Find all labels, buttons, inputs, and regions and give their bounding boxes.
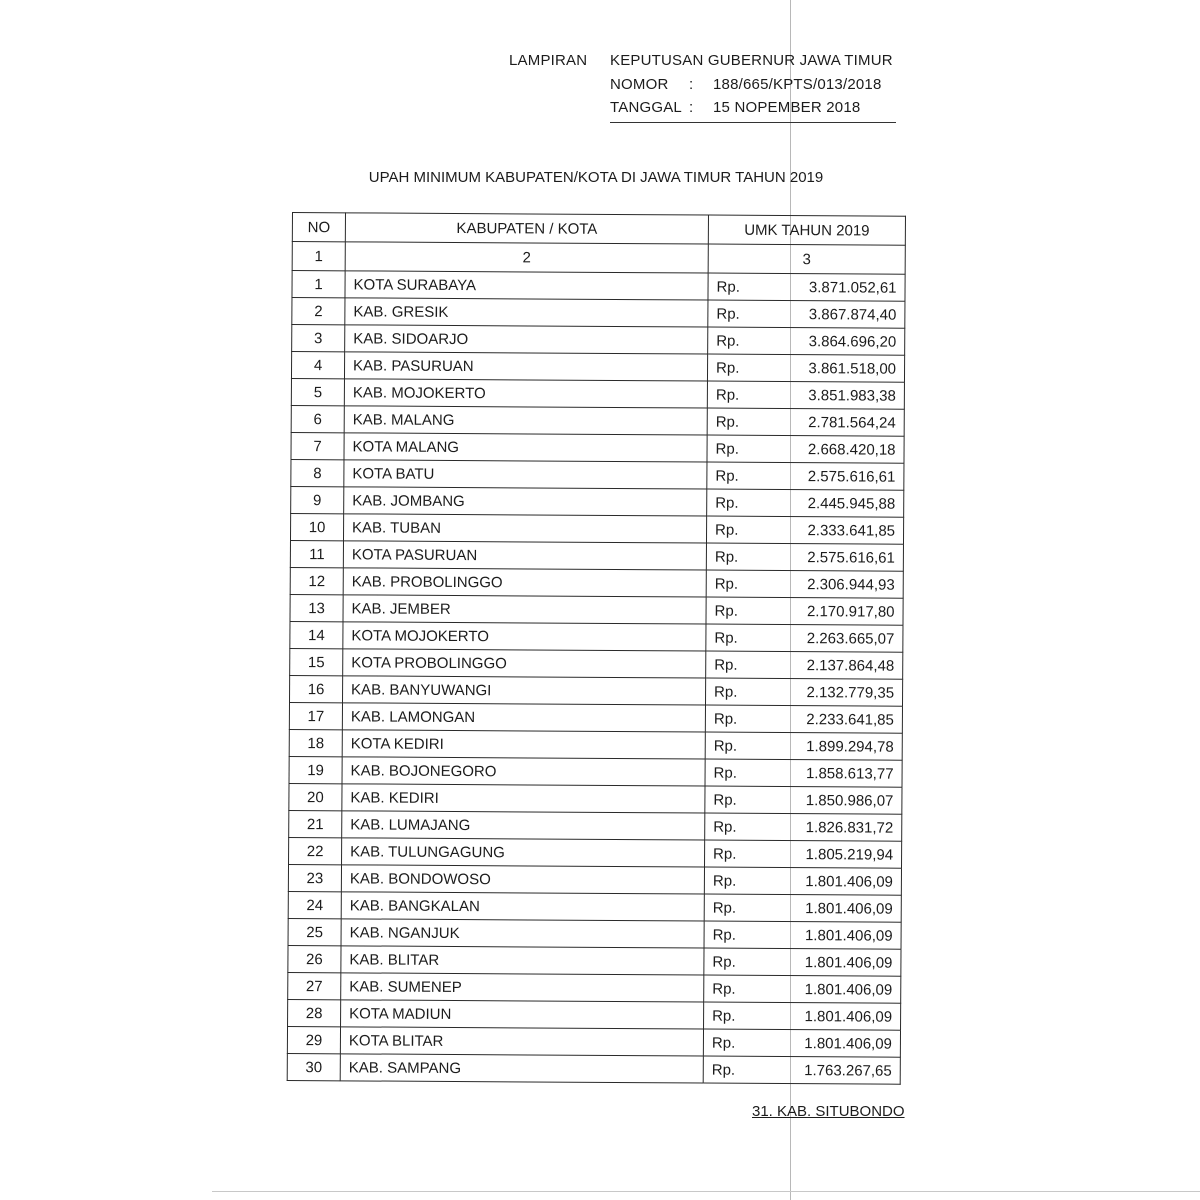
region-name: KAB. BANYUWANGI bbox=[343, 676, 706, 705]
currency-label: Rp. bbox=[713, 791, 737, 809]
umk-value-cell bbox=[706, 516, 903, 544]
umk-value-cell bbox=[707, 462, 904, 490]
umk-amount: 2.132.779,35 bbox=[806, 683, 895, 702]
currency-label: Rp. bbox=[714, 602, 738, 620]
umk-amount: 1.858.613,77 bbox=[805, 764, 894, 783]
region-name: KAB. LUMAJANG bbox=[342, 811, 705, 840]
umk-amount: 3.851.983,38 bbox=[808, 386, 896, 405]
currency-label: Rp. bbox=[713, 818, 737, 836]
row-number: 21 bbox=[289, 810, 342, 837]
region-name: KAB. JEMBER bbox=[343, 595, 706, 624]
region-name: KOTA MOJOKERTO bbox=[343, 622, 706, 651]
currency-label: Rp. bbox=[711, 1061, 736, 1079]
row-number: 11 bbox=[290, 540, 343, 567]
currency-label: Rp. bbox=[714, 575, 739, 593]
table-row bbox=[287, 1026, 900, 1057]
region-name: KAB. KEDIRI bbox=[342, 784, 705, 813]
umk-amount: 2.445.945,88 bbox=[807, 494, 896, 513]
umk-value-cell bbox=[705, 732, 902, 760]
umk-value-cell bbox=[704, 1002, 901, 1030]
region-name: KAB. SUMENEP bbox=[341, 973, 704, 1002]
row-number: 5 bbox=[291, 378, 344, 405]
region-name: KOTA BATU bbox=[344, 460, 707, 489]
umk-amount: 2.137.864,48 bbox=[806, 656, 895, 675]
umk-value-cell bbox=[704, 894, 901, 922]
column-number: 2 bbox=[345, 242, 708, 273]
keputusan-title: KEPUTUSAN GUBERNUR JAWA TIMUR bbox=[610, 52, 893, 69]
umk-value-cell bbox=[706, 651, 903, 679]
region-name: KAB. MOJOKERTO bbox=[344, 379, 707, 408]
table-row bbox=[292, 325, 905, 356]
umk-amount: 3.871.052,61 bbox=[808, 278, 897, 297]
umk-amount: 1.801.406,09 bbox=[804, 980, 893, 999]
umk-value-cell bbox=[705, 813, 902, 841]
umk-amount: 1.826.831,72 bbox=[805, 818, 894, 837]
umk-value-cell bbox=[705, 759, 902, 787]
row-number: 20 bbox=[289, 783, 342, 810]
header-underline bbox=[610, 122, 896, 123]
row-number: 14 bbox=[290, 621, 343, 648]
umk-value-cell bbox=[704, 948, 901, 976]
currency-label: Rp. bbox=[715, 494, 739, 512]
currency-label: Rp. bbox=[714, 629, 738, 647]
region-name: KAB. SAMPANG bbox=[340, 1054, 703, 1083]
column-header-no: NO bbox=[292, 213, 345, 242]
currency-label: Rp. bbox=[713, 710, 738, 728]
region-name: KOTA KEDIRI bbox=[342, 730, 705, 759]
region-name: KAB. PASURUAN bbox=[344, 352, 707, 381]
table-row bbox=[290, 513, 903, 544]
region-name: KAB. NGANJUK bbox=[341, 919, 704, 948]
currency-label: Rp. bbox=[716, 332, 740, 350]
umk-amount: 2.306.944,93 bbox=[807, 575, 895, 594]
table-row bbox=[289, 756, 902, 787]
table-row bbox=[290, 594, 903, 625]
umk-value-cell bbox=[707, 408, 904, 436]
umk-amount: 2.333.641,85 bbox=[807, 521, 896, 540]
region-name: KAB. GRESIK bbox=[345, 298, 708, 327]
row-number: 7 bbox=[291, 432, 344, 459]
region-name: KOTA MADIUN bbox=[341, 1000, 704, 1029]
umk-amount: 2.170.917,80 bbox=[806, 602, 895, 621]
region-name: KOTA MALANG bbox=[344, 433, 707, 462]
table-row bbox=[288, 891, 901, 922]
currency-label: Rp. bbox=[715, 467, 739, 485]
umk-amount: 1.801.406,09 bbox=[804, 1007, 893, 1026]
table-row bbox=[288, 945, 901, 976]
row-number: 26 bbox=[288, 945, 341, 972]
table-row bbox=[288, 999, 901, 1030]
row-number: 25 bbox=[288, 918, 341, 945]
currency-label: Rp. bbox=[715, 440, 739, 458]
umk-value-cell bbox=[705, 786, 902, 814]
currency-label: Rp. bbox=[714, 656, 738, 674]
umk-amount: 1.801.406,09 bbox=[804, 953, 893, 972]
region-name: KOTA BLITAR bbox=[340, 1027, 703, 1056]
umk-amount: 1.801.406,09 bbox=[805, 872, 893, 891]
currency-label: Rp. bbox=[714, 548, 739, 566]
currency-label: Rp. bbox=[715, 521, 739, 539]
currency-label: Rp. bbox=[712, 872, 737, 890]
row-number: 12 bbox=[290, 567, 343, 594]
region-name: KOTA SURABAYA bbox=[345, 271, 708, 300]
currency-label: Rp. bbox=[712, 899, 737, 917]
region-name: KAB. SIDOARJO bbox=[345, 325, 708, 354]
row-number: 4 bbox=[291, 352, 344, 379]
umk-value-cell bbox=[704, 921, 901, 949]
column-header-umk: UMK TAHUN 2019 bbox=[708, 215, 905, 245]
umk-amount: 2.781.564,24 bbox=[808, 413, 896, 432]
row-number: 6 bbox=[291, 405, 344, 432]
umk-amount: 2.575.616,61 bbox=[807, 548, 895, 567]
umk-value-cell bbox=[707, 354, 904, 382]
umk-value-cell bbox=[704, 975, 901, 1003]
umk-value-cell bbox=[707, 489, 904, 517]
tanggal-value: 15 NOPEMBER 2018 bbox=[713, 99, 861, 116]
umk-amount: 2.575.616,61 bbox=[807, 467, 896, 486]
table-row bbox=[288, 918, 901, 949]
umk-amount: 1.801.406,09 bbox=[805, 899, 893, 918]
table-row bbox=[291, 432, 904, 463]
umk-value-cell bbox=[708, 273, 905, 301]
currency-label: Rp. bbox=[715, 413, 740, 431]
umk-amount: 2.668.420,18 bbox=[807, 440, 896, 459]
table-row bbox=[289, 783, 902, 814]
region-name: KAB. BONDOWOSO bbox=[341, 865, 704, 894]
umk-amount: 3.864.696,20 bbox=[808, 332, 897, 351]
umk-amount: 1.801.406,09 bbox=[804, 926, 893, 945]
table-column-number-row bbox=[292, 242, 905, 275]
region-name: KAB. JOMBANG bbox=[344, 487, 707, 516]
table-row bbox=[291, 378, 904, 409]
nomor-label: NOMOR bbox=[610, 76, 669, 93]
currency-label: Rp. bbox=[712, 953, 736, 971]
table-row bbox=[292, 298, 905, 329]
umk-amount: 3.867.874,40 bbox=[808, 305, 897, 324]
umk-value-cell bbox=[706, 570, 903, 598]
table-row bbox=[290, 675, 903, 706]
lampiran-label: LAMPIRAN bbox=[509, 52, 588, 69]
region-name: KAB. LAMONGAN bbox=[342, 703, 705, 732]
region-name: KAB. TULUNGAGUNG bbox=[342, 838, 705, 867]
umk-value-cell bbox=[706, 624, 903, 652]
table-row bbox=[291, 405, 904, 436]
row-number: 16 bbox=[290, 675, 343, 702]
row-number: 1 bbox=[292, 271, 345, 298]
region-name: KAB. PROBOLINGGO bbox=[343, 568, 706, 597]
row-number: 23 bbox=[288, 864, 341, 891]
row-number: 15 bbox=[290, 648, 343, 675]
umk-value-cell bbox=[705, 705, 902, 733]
row-number: 28 bbox=[288, 999, 341, 1026]
row-number: 17 bbox=[289, 702, 342, 729]
currency-label: Rp. bbox=[712, 980, 736, 998]
table-row bbox=[290, 621, 903, 652]
document-title: UPAH MINIMUM KABUPATEN/KOTA DI JAWA TIMUR TAHUN 2019 bbox=[368, 169, 824, 186]
region-name: KOTA PROBOLINGGO bbox=[343, 649, 706, 678]
umk-value-cell bbox=[703, 1056, 900, 1084]
currency-label: Rp. bbox=[713, 764, 737, 782]
table-row bbox=[291, 459, 904, 490]
row-number: 13 bbox=[290, 594, 343, 621]
umk-value-cell bbox=[706, 597, 903, 625]
row-number: 29 bbox=[287, 1026, 340, 1053]
umk-amount: 1.899.294,78 bbox=[806, 737, 894, 756]
umk-value-cell bbox=[705, 840, 902, 868]
row-number: 9 bbox=[291, 486, 344, 513]
nomor-value: 188/665/KPTS/013/2018 bbox=[713, 76, 882, 93]
table-row bbox=[291, 352, 904, 383]
table-row bbox=[289, 810, 902, 841]
row-number: 2 bbox=[292, 298, 345, 325]
umk-amount: 1.805.219,94 bbox=[805, 845, 894, 864]
currency-label: Rp. bbox=[713, 845, 737, 863]
row-number: 30 bbox=[287, 1053, 340, 1080]
umk-value-cell bbox=[703, 1029, 900, 1057]
row-number: 10 bbox=[290, 513, 343, 540]
row-number: 22 bbox=[289, 837, 342, 864]
umk-amount: 1.850.986,07 bbox=[805, 791, 894, 810]
currency-label: Rp. bbox=[712, 1007, 736, 1025]
table-header-row bbox=[292, 213, 905, 246]
region-name: KOTA PASURUAN bbox=[343, 541, 706, 570]
region-name: KAB. BANGKALAN bbox=[341, 892, 704, 921]
umk-amount: 1.801.406,09 bbox=[804, 1034, 892, 1053]
table-row bbox=[290, 540, 903, 571]
currency-label: Rp. bbox=[712, 926, 736, 944]
row-number: 8 bbox=[291, 459, 344, 486]
umk-value-cell bbox=[708, 300, 905, 328]
continuation-note: 31. KAB. SITUBONDO bbox=[752, 1103, 905, 1120]
currency-label: Rp. bbox=[715, 386, 740, 404]
column-header-kabupaten-kota: KABUPATEN / KOTA bbox=[345, 213, 708, 244]
row-number: 18 bbox=[289, 729, 342, 756]
row-number: 27 bbox=[288, 972, 341, 999]
umk-amount: 1.763.267,65 bbox=[804, 1061, 892, 1080]
table-row bbox=[289, 702, 902, 733]
currency-label: Rp. bbox=[714, 683, 738, 701]
region-name: KAB. BLITAR bbox=[341, 946, 704, 975]
table-row bbox=[288, 972, 901, 1003]
umk-value-cell bbox=[704, 867, 901, 895]
umk-amount: 2.233.641,85 bbox=[806, 710, 894, 729]
table-row bbox=[290, 567, 903, 598]
table-row bbox=[287, 1053, 900, 1084]
umk-amount: 2.263.665,07 bbox=[806, 629, 895, 648]
tanggal-separator: : bbox=[689, 99, 694, 116]
currency-label: Rp. bbox=[716, 359, 740, 377]
row-number: 19 bbox=[289, 756, 342, 783]
table-row bbox=[291, 486, 904, 517]
umk-value-cell bbox=[707, 381, 904, 409]
row-number: 3 bbox=[292, 325, 345, 352]
umk-value-cell bbox=[707, 435, 904, 463]
table-row bbox=[289, 729, 902, 760]
currency-label: Rp. bbox=[711, 1034, 736, 1052]
table-row bbox=[289, 837, 902, 868]
table-row bbox=[292, 271, 905, 302]
currency-label: Rp. bbox=[716, 278, 740, 296]
currency-label: Rp. bbox=[713, 737, 738, 755]
umk-value-cell bbox=[706, 543, 903, 571]
region-name: KAB. BOJONEGORO bbox=[342, 757, 705, 786]
region-name: KAB. TUBAN bbox=[343, 514, 706, 543]
table-body bbox=[287, 271, 905, 1085]
column-number: 3 bbox=[708, 244, 905, 274]
table-row bbox=[288, 864, 901, 895]
row-number: 24 bbox=[288, 891, 341, 918]
region-name: KAB. MALANG bbox=[344, 406, 707, 435]
table-row bbox=[290, 648, 903, 679]
umk-amount: 3.861.518,00 bbox=[808, 359, 897, 378]
umk-table bbox=[287, 212, 906, 1085]
currency-label: Rp. bbox=[716, 305, 740, 323]
scan-edge-line bbox=[212, 1191, 1200, 1192]
umk-value-cell bbox=[708, 327, 905, 355]
tanggal-label: TANGGAL bbox=[610, 99, 682, 116]
umk-value-cell bbox=[705, 678, 902, 706]
nomor-separator: : bbox=[689, 76, 694, 93]
column-number: 1 bbox=[292, 242, 345, 271]
